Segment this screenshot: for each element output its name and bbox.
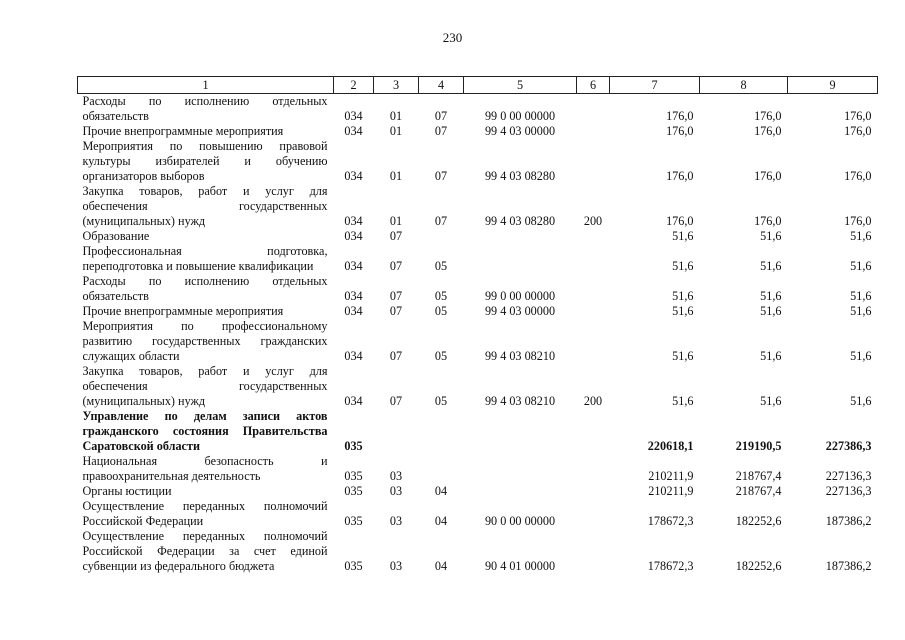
column-header: 6	[577, 77, 610, 94]
target-code-cell: 99 4 03 08210	[484, 394, 556, 408]
amount-cell-col9: 227136,3	[825, 484, 872, 498]
section-code-cell: 01	[389, 169, 403, 183]
row-name-cell: Управление по делам записи актов гражданского состояния Правительства Саратовской области	[82, 409, 328, 453]
row-name-cell: Закупка товаров, работ и услуг для обеспечения государственных (муниципальных) нужд	[82, 184, 328, 228]
section-code-cell: 01	[389, 109, 403, 123]
subsection-code-cell: 07	[434, 169, 448, 183]
expense-type-cell	[577, 304, 610, 319]
ministry-code-cell: 035	[344, 469, 363, 483]
subsection-code-cell: 05	[434, 259, 448, 273]
amount-cell-col8: 176,0	[754, 214, 782, 228]
target-code-cell	[464, 244, 577, 274]
subsection-code-cell: 04	[434, 484, 448, 498]
subsection-code-cell: 07	[434, 214, 448, 228]
amount-cell-col9: 51,6	[850, 259, 872, 273]
amount-cell-col7: 176,0	[666, 109, 694, 123]
amount-cell-col8: 218767,4	[735, 484, 782, 498]
subsection-code-cell: 05	[434, 289, 448, 303]
table-row	[78, 304, 878, 319]
amount-cell-col7: 51,6	[672, 229, 694, 243]
page-number: 230	[442, 30, 463, 45]
section-code-cell: 01	[389, 214, 403, 228]
ministry-code-cell: 034	[344, 169, 363, 183]
target-code-cell	[464, 454, 577, 484]
amount-cell-col8: 176,0	[754, 109, 782, 123]
subsection-code-cell	[419, 229, 464, 244]
table-row	[78, 139, 878, 184]
ministry-code-cell: 034	[344, 109, 363, 123]
amount-cell-col7: 178672,3	[647, 514, 694, 528]
expense-type-cell	[577, 319, 610, 364]
ministry-code-cell: 035	[344, 484, 363, 498]
row-name-cell: Национальная безопасность и правоохранительная деятельность	[82, 454, 328, 483]
amount-cell-col9: 187386,2	[825, 559, 872, 573]
expense-type-cell	[577, 529, 610, 574]
amount-cell-col9: 51,6	[850, 349, 872, 363]
expense-type-cell	[577, 409, 610, 454]
row-name-cell: Закупка товаров, работ и услуг для обеспечения государственных (муниципальных) нужд	[82, 364, 328, 408]
ministry-code-cell: 034	[344, 349, 363, 363]
amount-cell-col9: 51,6	[850, 304, 872, 318]
ministry-code-cell: 034	[344, 124, 363, 138]
ministry-code-cell: 034	[344, 394, 363, 408]
subsection-code-cell	[419, 454, 464, 484]
amount-cell-col8: 51,6	[760, 259, 782, 273]
subsection-code-cell	[419, 409, 464, 454]
amount-cell-col9: 176,0	[844, 109, 872, 123]
row-name-cell: Прочие внепрограммные мероприятия	[82, 124, 284, 138]
expense-type-cell: 200	[583, 394, 603, 408]
table-row	[78, 319, 878, 364]
section-code-cell: 03	[389, 469, 403, 483]
amount-cell-col9: 176,0	[844, 124, 872, 138]
amount-cell-col8: 51,6	[760, 349, 782, 363]
target-code-cell: 99 4 03 00000	[484, 304, 556, 318]
column-header: 1	[78, 77, 334, 94]
section-code-cell	[374, 409, 419, 454]
table-row	[78, 364, 878, 409]
amount-cell-col9: 51,6	[850, 394, 872, 408]
ministry-code-cell: 034	[344, 304, 363, 318]
section-code-cell: 03	[389, 484, 403, 498]
expense-type-cell: 200	[583, 214, 603, 228]
column-header: 7	[610, 77, 700, 94]
section-code-cell: 07	[389, 304, 403, 318]
ministry-code-cell: 034	[344, 259, 363, 273]
table-row	[78, 484, 878, 499]
row-name-cell: Осуществление переданных полномочий Российской Федерации за счет единой субвенции из федерального бюджета	[82, 529, 328, 573]
amount-cell-col7: 176,0	[666, 124, 694, 138]
column-header: 2	[334, 77, 374, 94]
amount-cell-col8: 51,6	[760, 304, 782, 318]
row-name-cell: Прочие внепрограммные мероприятия	[82, 304, 284, 318]
section-code-cell: 01	[389, 124, 403, 138]
row-name-cell: Мероприятия по повышению правовой культуры избирателей и обучению организаторов выборов	[82, 139, 328, 183]
section-code-cell: 07	[389, 349, 403, 363]
amount-cell-col7: 210211,9	[648, 484, 694, 498]
table-row	[78, 409, 878, 454]
target-code-cell: 99 4 03 08280	[484, 169, 556, 183]
subsection-code-cell: 07	[434, 109, 448, 123]
expense-type-cell	[577, 484, 610, 499]
target-code-cell: 99 0 00 00000	[484, 109, 556, 123]
target-code-cell	[464, 229, 577, 244]
table-row	[78, 529, 878, 574]
ministry-code-cell: 035	[344, 439, 363, 453]
expense-type-cell	[577, 124, 610, 139]
amount-cell-col7: 51,6	[672, 304, 694, 318]
section-code-cell: 07	[389, 229, 403, 243]
expense-type-cell	[577, 229, 610, 244]
budget-table	[77, 76, 878, 574]
amount-cell-col8: 219190,5	[735, 439, 782, 453]
amount-cell-col7: 51,6	[672, 289, 694, 303]
amount-cell-col8: 176,0	[754, 124, 782, 138]
amount-cell-col8: 182252,6	[735, 559, 782, 573]
section-code-cell: 07	[389, 289, 403, 303]
expense-type-cell	[577, 94, 610, 125]
amount-cell-col8: 51,6	[760, 394, 782, 408]
amount-cell-col9: 176,0	[844, 169, 872, 183]
table-row	[78, 229, 878, 244]
section-code-cell: 03	[389, 514, 403, 528]
ministry-code-cell: 035	[344, 514, 363, 528]
amount-cell-col8: 218767,4	[735, 469, 782, 483]
row-name-cell: Расходы по исполнению отдельных обязательств	[82, 274, 328, 303]
expense-type-cell	[577, 139, 610, 184]
table-row	[78, 184, 878, 229]
target-code-cell: 99 0 00 00000	[484, 289, 556, 303]
amount-cell-col7: 220618,1	[647, 439, 694, 453]
amount-cell-col7: 51,6	[672, 349, 694, 363]
ministry-code-cell: 034	[344, 214, 363, 228]
column-header: 5	[464, 77, 577, 94]
section-code-cell: 07	[389, 394, 403, 408]
table-row	[78, 124, 878, 139]
subsection-code-cell: 05	[434, 304, 448, 318]
row-name-cell: Осуществление переданных полномочий Российской Федерации	[82, 499, 328, 528]
amount-cell-col8: 176,0	[754, 169, 782, 183]
amount-cell-col7: 178672,3	[647, 559, 694, 573]
amount-cell-col8: 51,6	[760, 289, 782, 303]
amount-cell-col8: 182252,6	[735, 514, 782, 528]
amount-cell-col7: 176,0	[666, 169, 694, 183]
amount-cell-col9: 176,0	[844, 214, 872, 228]
expense-type-cell	[577, 274, 610, 304]
subsection-code-cell: 04	[434, 559, 448, 573]
target-code-cell: 90 0 00 00000	[484, 514, 556, 528]
amount-cell-col7: 51,6	[672, 394, 694, 408]
section-code-cell: 03	[389, 559, 403, 573]
table-row	[78, 499, 878, 529]
expense-type-cell	[577, 499, 610, 529]
expense-type-cell	[577, 244, 610, 274]
row-name-cell: Профессиональная подготовка, переподготовка и повышение квалификации	[82, 244, 328, 273]
section-code-cell: 07	[389, 259, 403, 273]
target-code-cell	[464, 409, 577, 454]
target-code-cell: 99 4 03 00000	[484, 124, 556, 138]
amount-cell-col9: 51,6	[850, 229, 872, 243]
amount-cell-col7: 176,0	[666, 214, 694, 228]
column-header: 4	[419, 77, 464, 94]
table-row	[78, 94, 878, 125]
column-header: 9	[788, 77, 878, 94]
column-header: 3	[374, 77, 419, 94]
amount-cell-col8: 51,6	[760, 229, 782, 243]
table-header-row	[78, 77, 878, 94]
amount-cell-col7: 51,6	[672, 259, 694, 273]
subsection-code-cell: 05	[434, 394, 448, 408]
row-name-cell: Расходы по исполнению отдельных обязательств	[82, 94, 328, 123]
amount-cell-col7: 210211,9	[648, 469, 694, 483]
subsection-code-cell: 07	[434, 124, 448, 138]
ministry-code-cell: 034	[344, 229, 363, 243]
table-row	[78, 244, 878, 274]
subsection-code-cell: 05	[434, 349, 448, 363]
amount-cell-col9: 227136,3	[825, 469, 872, 483]
column-header: 8	[700, 77, 788, 94]
table-row	[78, 454, 878, 484]
target-code-cell: 99 4 03 08210	[484, 349, 556, 363]
target-code-cell	[464, 484, 577, 499]
target-code-cell: 90 4 01 00000	[484, 559, 556, 573]
row-name-cell: Органы юстиции	[82, 484, 172, 498]
row-name-cell: Мероприятия по профессиональному развитию государственных гражданских служащих области	[82, 319, 328, 363]
amount-cell-col9: 187386,2	[825, 514, 872, 528]
subsection-code-cell: 04	[434, 514, 448, 528]
ministry-code-cell: 034	[344, 289, 363, 303]
expense-type-cell	[577, 454, 610, 484]
ministry-code-cell: 035	[344, 559, 363, 573]
amount-cell-col9: 51,6	[850, 289, 872, 303]
amount-cell-col9: 227386,3	[825, 439, 872, 453]
table-row	[78, 274, 878, 304]
target-code-cell: 99 4 03 08280	[484, 214, 556, 228]
row-name-cell: Образование	[82, 229, 150, 243]
